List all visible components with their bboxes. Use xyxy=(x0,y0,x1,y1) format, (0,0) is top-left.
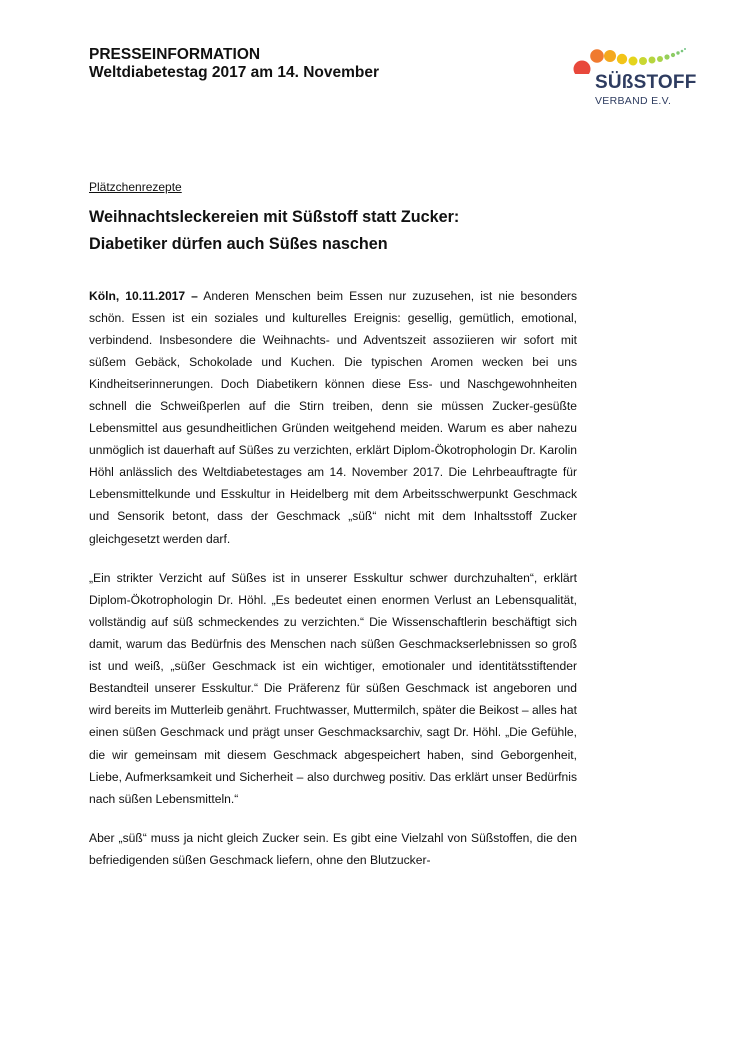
logo-dot xyxy=(671,53,675,57)
logo-dot xyxy=(657,56,663,62)
paragraph-3: Aber „süß“ muss ja nicht gleich Zucker sein. Es gibt eine Vielzahl von Süßstoffen, die den befriedigenden süßen Geschmack liefern, ohne den Blutzucker- xyxy=(89,831,577,868)
logo-dot xyxy=(684,48,686,50)
logo-dot xyxy=(649,57,656,64)
article-body xyxy=(89,285,577,889)
paragraph-1-text: Anderen Menschen beim Essen nur zuzusehen, ist nie besonders schön. Essen ist ein soziales und kulturelles Ereignis: gesellig, gemütlich, emotional, verbindend. Insbesondere die Weihnachts- und Adventszeit assoziieren wir sofort mit süßem Gebäck, Schokolade und Kuchen. Die typischen Aromen wecken bei uns Kindheitserinnerungen. Doch Diabetikern können diese Ess- und Naschgewohnheiten schnell die Schweißperlen auf die Stirn treiben, denn sie müssen Zucker-gesüßte Lebensmittel aus gesundheitlichen Gründen weitgehend meiden. Warum es aber nahezu unmöglich ist dauerhaft auf Süßes zu verzichten, erklärt Diplom-Ökotrophologin Dr. Karolin Höhl anlässlich des Weltdiabetestages am 14. November 2017. Die Lehrbeauftragte für Lebensmittelkunde und Esskultur in Heidelberg mit dem Arbeitsschwerpunkt Geschmack und Sensorik betont, dass der Geschmack „süß“ nicht mit dem Inhaltsstoff Zucker gleichgesetzt werden darf. xyxy=(89,289,577,546)
press-label: PRESSEINFORMATION xyxy=(89,46,261,63)
event-title: Weltdiabetestag 2017 am 14. November xyxy=(89,64,380,81)
press-header xyxy=(89,46,379,82)
logo-dots-graphic xyxy=(566,44,716,74)
headline-line-2: Diabetiker dürfen auch Süßes naschen xyxy=(89,235,388,253)
logo-dot xyxy=(590,49,604,63)
logo-dot xyxy=(676,51,679,54)
logo-wordmark: SÜßSTOFF xyxy=(595,72,697,93)
logo-dot xyxy=(681,50,684,53)
headline-line-1: Weihnachtsleckereien mit Süßstoff statt Zucker: xyxy=(89,208,460,226)
suessstoff-logo xyxy=(566,44,716,114)
dateline: Köln, 10.11.2017 – xyxy=(89,289,198,303)
logo-dot xyxy=(639,57,647,65)
paragraph-2: „Ein strikter Verzicht auf Süßes ist in unserer Esskultur schwer durchzuhalten“, erklärt Diplom-Ökotrophologin Dr. Höhl. „Es bedeutet einen enormen Verlust an Lebensqualität, vollständig auf süß schmeckendes zu verzichten.“ Die Wissenschaftlerin beschäftigt sich damit, warum das Bedürfnis des Menschen nach süßen Geschmackserlebnissen so groß ist und weiß, „süßer Geschmack ist ein wichtiger, emotionaler und identitätsstiftender Bestandteil unserer Esskultur.“ Die Präferenz für süßen Geschmack ist angeboren und wird bereits im Mutterleib genährt. Fruchtwasser, Muttermilch, später die Beikost – alles hat einen süßen Geschmack und prägt unser Geschmacksarchiv, sagt Dr. Höhl. „Die Gefühle, die wir gemeinsam mit diesem Geschmack abgespeichert haben, sind Geborgenheit, Liebe, Aufmerksamkeit und Sicherheit – also durchweg positiv. Das erklärt unser Bedürfnis nach süßen Lebensmitteln.“ xyxy=(89,571,577,806)
logo-dot xyxy=(629,57,638,66)
logo-dot xyxy=(617,54,627,64)
topic-kicker: Plätzchenrezepte xyxy=(89,180,182,194)
logo-dot xyxy=(574,61,591,75)
logo-subline: VERBAND E.V. xyxy=(595,95,672,107)
paragraph-1 xyxy=(89,285,577,550)
logo-dot xyxy=(664,54,669,59)
article-headline xyxy=(89,204,609,258)
logo-dot xyxy=(604,50,616,62)
